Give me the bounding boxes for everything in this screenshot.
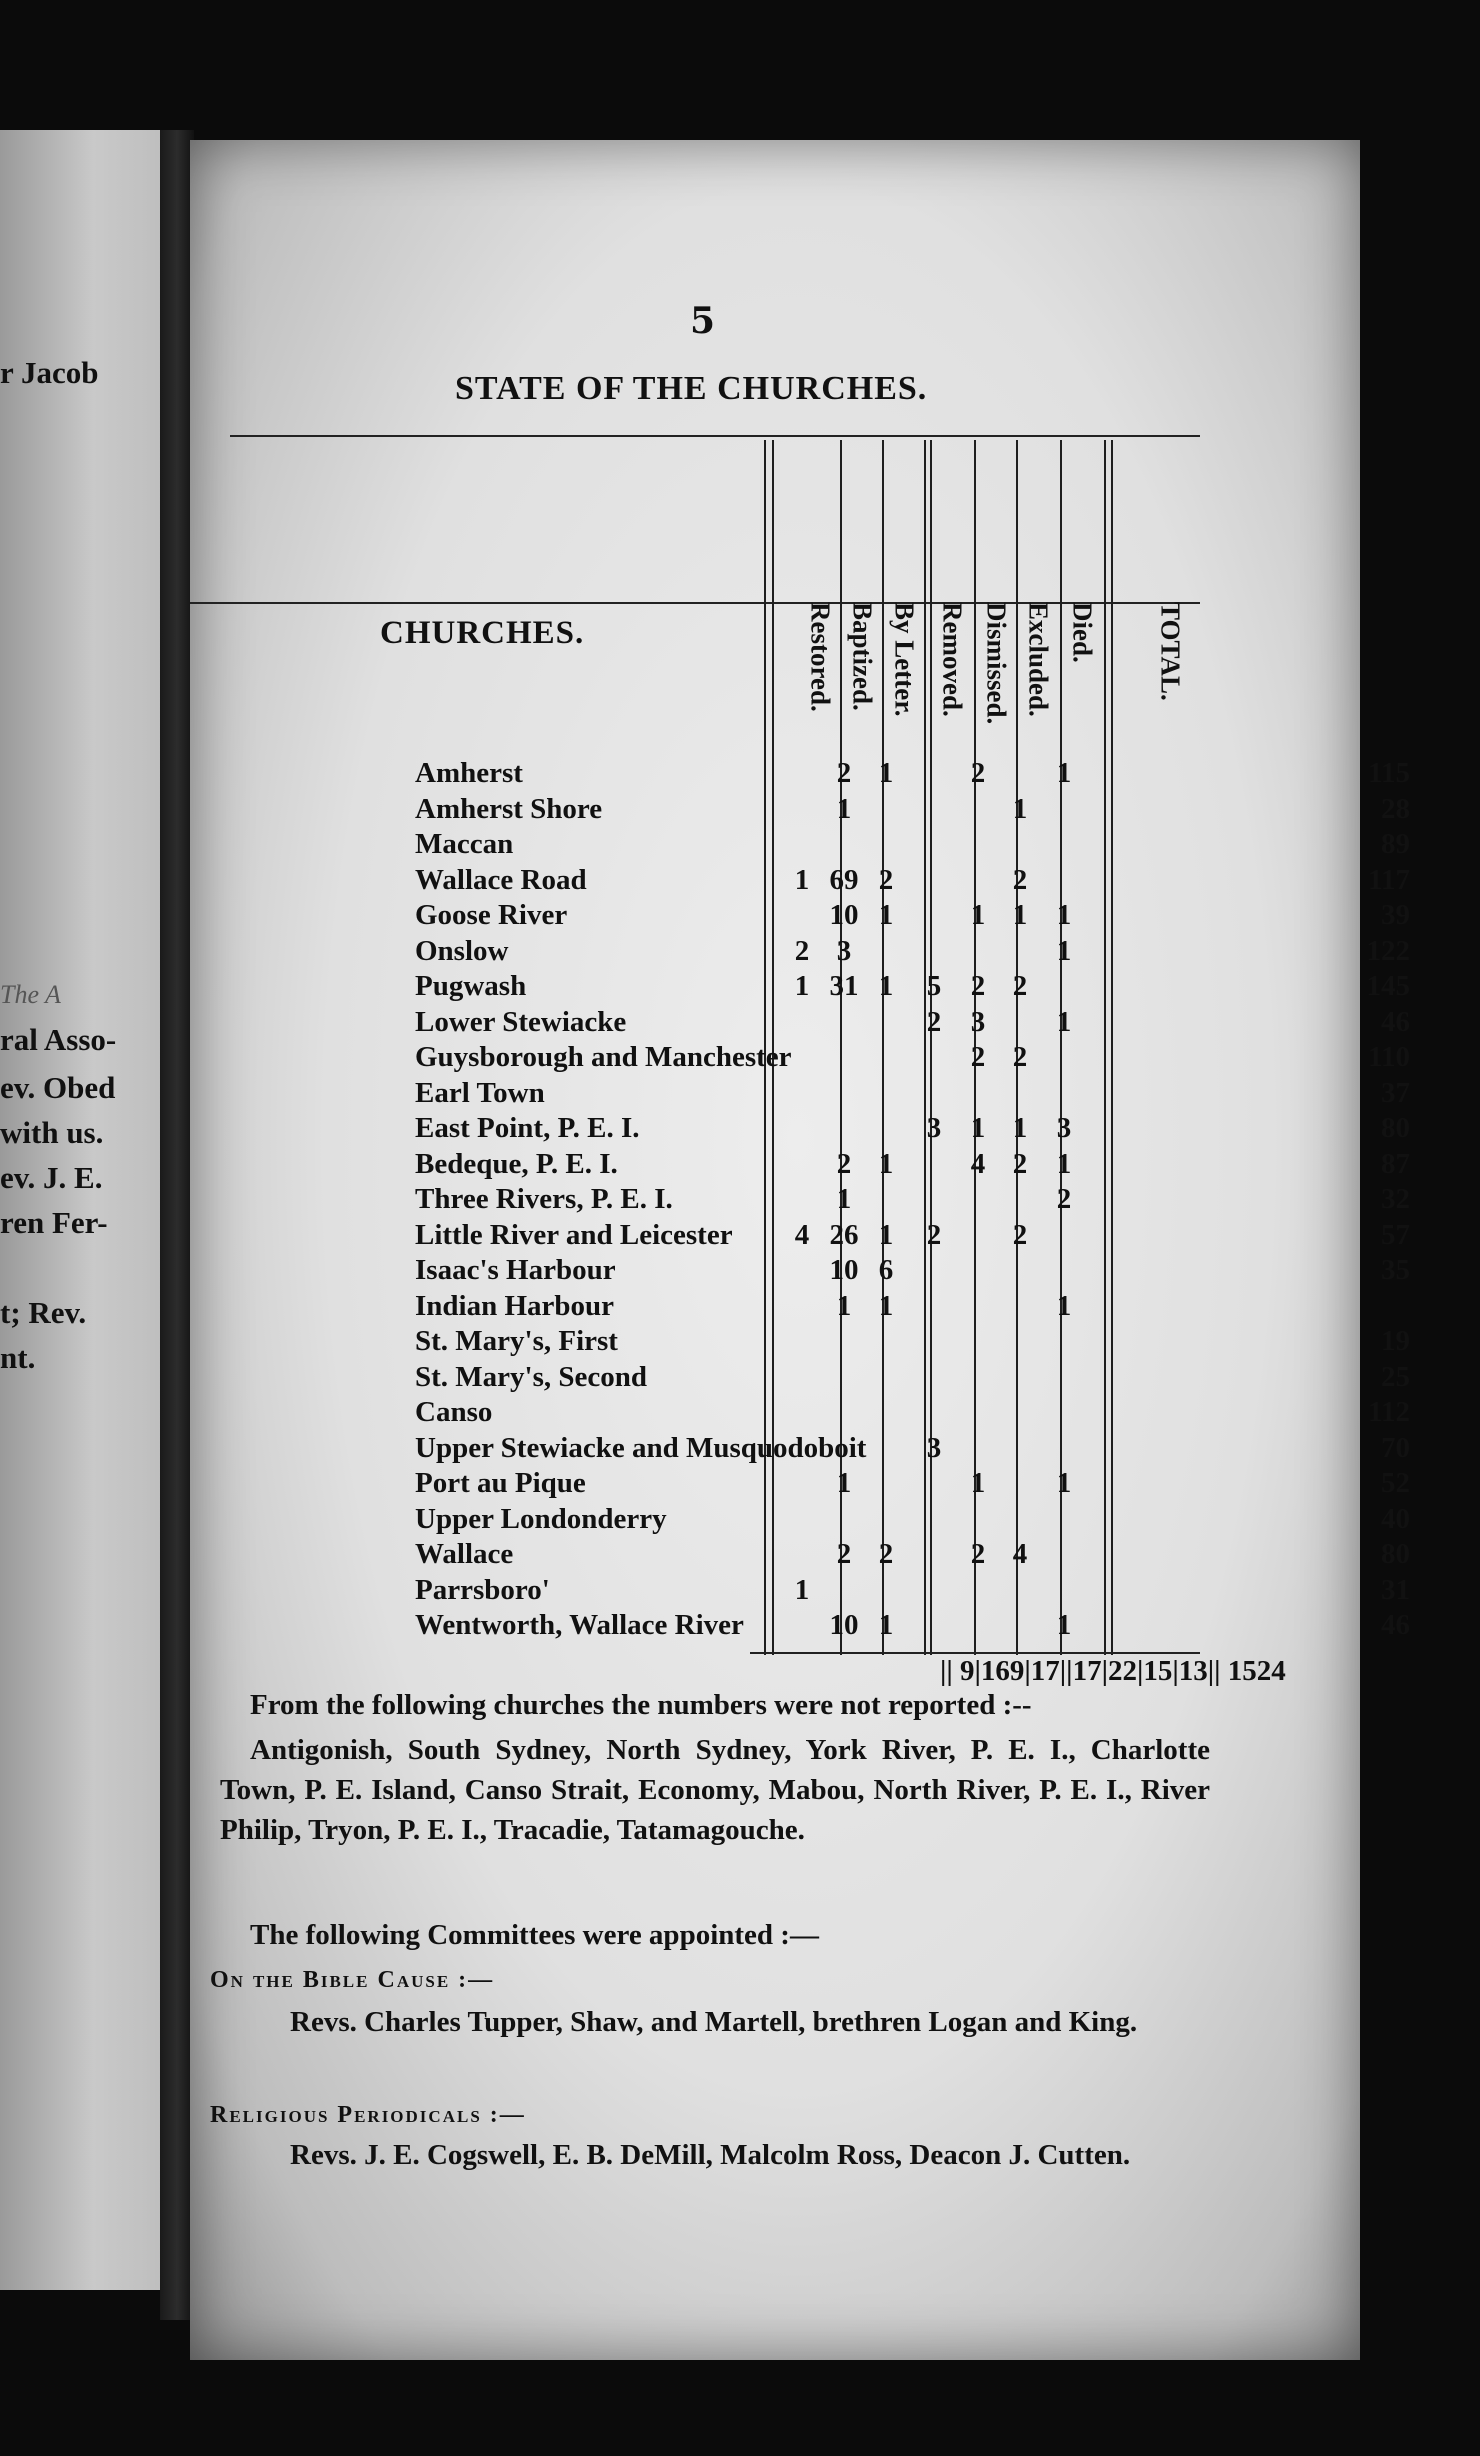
cell-by-letter: 1 xyxy=(878,970,894,1002)
cell-excluded: 1 xyxy=(1012,792,1028,825)
table-row xyxy=(415,898,1410,934)
cell-total: 145 xyxy=(1366,970,1410,1002)
cell-total: 32 xyxy=(1381,1183,1410,1215)
cell-baptized: 2 xyxy=(836,1538,852,1570)
cell-total: 112 xyxy=(1368,1396,1410,1428)
table-row xyxy=(415,756,1410,792)
table-row xyxy=(415,792,1410,828)
cell-excluded: 2 xyxy=(1012,863,1028,896)
cell-total: 117 xyxy=(1368,863,1410,896)
cell-by-letter: 2 xyxy=(878,863,894,896)
church-name: East Point, P. E. I. xyxy=(415,1112,640,1144)
table-row xyxy=(415,1360,1410,1396)
church-name: Wallace Road xyxy=(415,863,587,896)
cell-baptized: 26 xyxy=(829,1218,859,1251)
totals-row: || 9|169|17||17|22|15|13|| 1524 xyxy=(940,1655,1286,1687)
cell-restored: 4 xyxy=(794,1218,810,1251)
left-fragment: The A xyxy=(0,980,61,1009)
cell-total: 110 xyxy=(1368,1041,1410,1073)
table-row xyxy=(415,1218,1410,1254)
cell-died: 1 xyxy=(1056,1005,1072,1038)
header-restored xyxy=(802,602,838,782)
table-row xyxy=(415,1608,1410,1644)
cell-total: 52 xyxy=(1381,1467,1410,1499)
cell-dismissed: 2 xyxy=(970,1041,986,1073)
document-page xyxy=(190,140,1410,2360)
church-name: St. Mary's, First xyxy=(415,1325,618,1357)
cell-removed: 2 xyxy=(926,1005,942,1038)
cell-baptized: 1 xyxy=(836,1183,852,1215)
left-fragment: with us. xyxy=(0,1115,104,1150)
table-row xyxy=(415,1182,1410,1218)
cell-by-letter: 2 xyxy=(878,1538,894,1570)
cell-baptized: 1 xyxy=(836,792,852,825)
cell-excluded: 4 xyxy=(1012,1538,1028,1570)
header-baptized xyxy=(844,602,880,782)
cell-died: 1 xyxy=(1056,1147,1072,1180)
table-top-rule xyxy=(230,435,1200,437)
cell-dismissed: 2 xyxy=(970,1538,986,1570)
page-number: 5 xyxy=(690,300,716,342)
cell-removed: 2 xyxy=(926,1218,942,1251)
church-name: Three Rivers, P. E. I. xyxy=(415,1183,673,1215)
cell-baptized: 2 xyxy=(836,1147,852,1180)
cell-died: 1 xyxy=(1056,899,1072,931)
left-fragment: t; Rev. xyxy=(0,1295,87,1330)
cell-died: 3 xyxy=(1056,1112,1072,1144)
cell-by-letter: 1 xyxy=(878,1218,894,1251)
cell-died: 1 xyxy=(1056,1467,1072,1499)
church-name: Parrsboro' xyxy=(415,1573,550,1606)
cell-total: 115 xyxy=(1368,757,1410,789)
table-row xyxy=(415,1324,1410,1360)
cell-total: 37 xyxy=(1381,1076,1410,1109)
church-name: Goose River xyxy=(415,899,568,931)
table-row xyxy=(415,1395,1410,1431)
periodicals-members: Revs. J. E. Cogswell, E. B. DeMill, Malcolm Ross, Deacon J. Cutten. xyxy=(290,2139,1131,2171)
header-died-label: Died. xyxy=(1067,602,1098,663)
cell-removed: 5 xyxy=(926,970,942,1002)
cell-total: 87 xyxy=(1381,1147,1410,1180)
table-row xyxy=(415,1040,1410,1076)
churches-table-body xyxy=(415,756,1410,1644)
left-page-fragment xyxy=(0,130,170,2290)
header-by-letter xyxy=(886,602,922,782)
cell-by-letter: 6 xyxy=(878,1254,894,1286)
table-row xyxy=(415,1253,1410,1289)
cell-total: 80 xyxy=(1381,1538,1410,1570)
cell-total: 25 xyxy=(1381,1360,1410,1393)
cell-excluded: 2 xyxy=(1012,970,1028,1002)
cell-removed: 3 xyxy=(926,1431,942,1464)
table-row xyxy=(415,1289,1395,1325)
cell-removed: 3 xyxy=(926,1112,942,1144)
church-name: Maccan xyxy=(415,828,514,860)
cell-total: 19 xyxy=(1381,1325,1410,1357)
cell-total: 31 xyxy=(1381,1573,1410,1606)
header-died xyxy=(1064,602,1100,782)
church-name: Upper Londonderry xyxy=(415,1502,667,1535)
header-restored-label: Restored. xyxy=(805,602,836,712)
church-name: St. Mary's, Second xyxy=(415,1360,647,1393)
book-spine xyxy=(160,130,194,2320)
cell-by-letter: 1 xyxy=(878,1147,894,1180)
cell-baptized: 10 xyxy=(829,899,859,931)
header-total-label: TOTAL. xyxy=(1155,602,1186,701)
left-fragment: nt. xyxy=(0,1340,36,1375)
church-name: Earl Town xyxy=(415,1076,545,1109)
church-name: Onslow xyxy=(415,934,509,967)
header-dismissed xyxy=(978,602,1014,782)
bible-cause-heading: On the Bible Cause :— xyxy=(210,1967,495,1993)
header-excluded xyxy=(1020,602,1056,782)
cell-excluded: 2 xyxy=(1012,1147,1028,1180)
cell-total: 89 xyxy=(1381,828,1410,860)
churches-column-header: CHURCHES. xyxy=(380,615,585,651)
church-name: Canso xyxy=(415,1396,493,1428)
cell-total: 57 xyxy=(1381,1218,1410,1251)
church-name: Bedeque, P. E. I. xyxy=(415,1147,618,1180)
cell-baptized: 1 xyxy=(836,1289,852,1322)
church-name: Pugwash xyxy=(415,970,527,1002)
cell-by-letter: 1 xyxy=(878,899,894,931)
church-name: Amherst Shore xyxy=(415,792,603,825)
cell-died: 2 xyxy=(1056,1183,1072,1215)
cell-total: 46 xyxy=(1381,1005,1410,1038)
cell-dismissed: 1 xyxy=(970,1112,986,1144)
cell-total: 46 xyxy=(1381,1609,1410,1641)
church-name: Little River and Leicester xyxy=(415,1218,733,1251)
page-title: STATE OF THE CHURCHES. xyxy=(455,370,928,407)
cell-excluded: 2 xyxy=(1012,1041,1028,1073)
header-total xyxy=(1150,602,1190,782)
header-dismissed-label: Dismissed. xyxy=(981,602,1012,725)
church-name: Lower Stewiacke xyxy=(415,1005,627,1038)
left-fragment: ral Asso- xyxy=(0,1022,117,1057)
table-row xyxy=(415,1147,1410,1183)
cell-by-letter: 1 xyxy=(878,1289,894,1322)
table-row xyxy=(415,934,1410,970)
cell-total: 80 xyxy=(1381,1112,1410,1144)
table-row xyxy=(415,1111,1410,1147)
left-fragment: ev. J. E. xyxy=(0,1160,103,1195)
church-name: Wentworth, Wallace River xyxy=(415,1609,744,1641)
left-fragment: r Jacob xyxy=(0,355,99,390)
cell-dismissed: 3 xyxy=(970,1005,986,1038)
church-name: Indian Harbour xyxy=(415,1289,615,1322)
table-row xyxy=(415,863,1410,899)
cell-baptized: 69 xyxy=(829,863,859,896)
cell-by-letter: 1 xyxy=(878,757,894,789)
cell-died: 1 xyxy=(1056,1289,1072,1322)
committees-intro: The following Committees were appointed :— xyxy=(250,1919,819,1951)
cell-baptized: 3 xyxy=(836,934,852,967)
cell-dismissed: 1 xyxy=(970,1467,986,1499)
cell-total: 70 xyxy=(1381,1431,1410,1464)
table-row xyxy=(415,1076,1410,1112)
cell-died: 1 xyxy=(1056,1609,1072,1641)
cell-by-letter: 1 xyxy=(878,1609,894,1641)
table-row xyxy=(415,1466,1410,1502)
table-row xyxy=(415,1573,1410,1609)
cell-total: 35 xyxy=(1381,1254,1410,1286)
table-row xyxy=(415,1502,1410,1538)
cell-died: 1 xyxy=(1056,757,1072,789)
cell-baptized: 10 xyxy=(829,1609,859,1641)
cell-baptized: 1 xyxy=(836,1467,852,1499)
cell-dismissed: 4 xyxy=(970,1147,986,1180)
not-reported-intro: From the following churches the numbers were not reported :-- xyxy=(250,1689,1032,1721)
church-name: Wallace xyxy=(415,1538,514,1570)
cell-excluded: 1 xyxy=(1012,899,1028,931)
not-reported-list: Antigonish, South Sydney, North Sydney, York River, P. E. I., Charlotte Town, P. E. Island, Canso Strait, Economy, Mabou, North River, P. E. I., River Philip, Tryon, P. E. I., Tracadie, Tatamagouche. xyxy=(220,1734,1210,1846)
cell-baptized: 31 xyxy=(829,970,859,1002)
cell-dismissed: 2 xyxy=(970,970,986,1002)
cell-total: 39 xyxy=(1381,899,1410,931)
cell-excluded: 2 xyxy=(1012,1218,1028,1251)
church-name: Port au Pique xyxy=(415,1467,586,1499)
table-row xyxy=(415,1537,1410,1573)
table-row xyxy=(415,1431,1410,1467)
church-name: Amherst xyxy=(415,757,523,789)
cell-baptized: 2 xyxy=(836,757,852,789)
header-by-letter-label: By Letter. xyxy=(889,602,920,717)
cell-total: 122 xyxy=(1366,934,1410,967)
cell-dismissed: 1 xyxy=(970,899,986,931)
periodicals-heading: Religious Periodicals :— xyxy=(210,2102,526,2128)
bible-cause-members: Revs. Charles Tupper, Shaw, and Martell, brethren Logan and King. xyxy=(290,2006,1138,2038)
cell-total: 28 xyxy=(1381,792,1410,825)
table-row xyxy=(415,827,1410,863)
cell-restored: 2 xyxy=(794,934,810,967)
header-removed-label: Removed. xyxy=(937,602,968,717)
cell-died: 1 xyxy=(1056,934,1072,967)
cell-restored: 1 xyxy=(794,970,810,1002)
totals-rule xyxy=(750,1652,1200,1654)
church-name: Isaac's Harbour xyxy=(415,1254,616,1286)
header-excluded-label: Excluded. xyxy=(1023,602,1054,717)
left-fragment: ren Fer- xyxy=(0,1205,108,1240)
cell-excluded: 1 xyxy=(1012,1112,1028,1144)
left-fragment: ev. Obed xyxy=(0,1070,116,1105)
cell-restored: 1 xyxy=(794,863,810,896)
header-removed xyxy=(934,602,970,782)
cell-total: 40 xyxy=(1381,1502,1410,1535)
header-baptized-label: Baptized. xyxy=(847,602,878,711)
church-name: Upper Stewiacke and Musquodoboit xyxy=(415,1431,867,1464)
church-name: Guysborough and Manchester xyxy=(415,1041,792,1073)
cell-restored: 1 xyxy=(794,1573,810,1606)
table-row xyxy=(415,1005,1410,1041)
cell-dismissed: 2 xyxy=(970,757,986,789)
table-row xyxy=(415,969,1410,1005)
cell-baptized: 10 xyxy=(829,1254,859,1286)
